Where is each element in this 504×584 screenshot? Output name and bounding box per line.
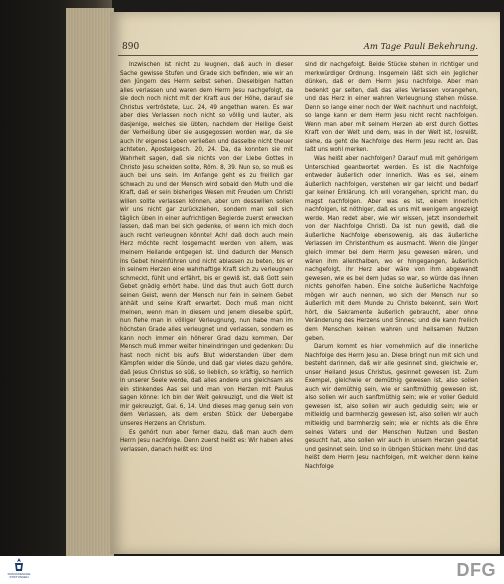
text-column-left [120,61,293,454]
page-edges [66,8,114,556]
paragraph: Was heißt aber nachfolgen? Darauf muß mit gehörigem Unterschied geantwortet werden. Es ist die Nachfolge entweder äußerlich oder innerlich. Was es sei, einem äußerlich nachfolgen, verstehen wir gar leicht und bedarf gar keiner Erklärung. Ich will vorangehen, spricht man, du magst nachfolgen. Aber was es ist, einem innerlich nachfolgen, ist nöthiger, daß es uns mit wenigem angezeigt werde. Man redet aber, wie wir wissen, jetzt insonderheit von der Nachfolge Christi. Da ist nun gewiß, daß die äußerliche Nachfolge ebensowenig, als das äußerliche Verlassen im Christenthum es ausmacht. Wenn die Jünger gleich immer bei dem Herrn Jesu gewesen wären, und wären ihm allenthalben, wo er hingegangen, äußerlich nachgefolgt, ihr Herz aber wäre von ihm abgewandt gewesen, wie es bei dem Judas so war, so würde das ihnen nichts geholfen haben. Eine solche äußerliche Nachfolge mögen wir auch nennen, wo sich der Mensch nur so äußerlich mit dem Munde zu Christo bekennt, sein Wort hört, die Sakramente äußerlich gebraucht, aber ohne Veränderung des Herzens und Sinnes; und die kann freilich dem Menschen keinen wahren und heilsamen Nutzen geben. [305,155,478,342]
text-column-right [305,61,478,471]
header-rule [118,55,478,56]
digitization-footer [0,556,504,584]
paragraph: Darum kommt es hier vornehmlich auf die innerliche Nachfolge des Herrn Jesu an. Diese bringt nun mit sich und besteht darinnen, daß wir alle gesinnet sind, gleichwie er, unser Heiland Jesus Christus, gesinnet gewesen ist. Zum Exempel, gleichwie er demüthig gewesen ist, also sollen auch wir demüthig sein, wie er sanftmüthig gewesen ist, also sollen wir auch sanftmüthig sein; wie er voller Geduld gewesen ist, also sollen wir auch geduldig sein; wie er mitleidig und barmherzig gewesen ist, also sollen wir auch mitleidig und barmherzig sein; wie er nichts als die Ehre seines Vaters und der Menschen Nutzen und Besten gesucht hat, also sollen wir auch in unsern Herzen geartet und gesinnet sein. Und so in übrigen Stücken mehr. Und das heißt dem Herrn Jesu nachfolgen, mit welcher denn keine Nachfolge [305,343,478,470]
paragraph: Es gehört nun aber ferner dazu, daß man auch dem Herrn Jesu nachfolge. Denn zuerst heißt es: Wir haben alles verlassen, danach heißt es: Und [120,428,293,453]
paragraph: Inzwischen ist nicht zu leugnen, daß auch in dieser Sache gewisse Stufen und Grade sich befinden, wie wir an den Jüngern des Herrn selbst sehen. Dieselbigen hatten alles verlassen und waren dem Herrn Jesu nachgefolgt, da sie doch noch nicht mit der Kraft aus der Höhe, darauf sie Christus vertröstete, Luc. 24, 49 angethan waren. Es war aber dies Verlassen noch nicht so völlig und lauter, als dasjenige, welches sie übten, nachdem der Heilige Geist der Verheißung über sie ausgegossen worden war, da sie auch ihr eigenes Leben verließen und dasselbe nicht theuer achteten, Apostelgesch. 20, 24. Da, da konnten sie mit Wahrheit sagen, daß sie nichts von der Liebe Gottes in Christo Jesu scheiden sollte, Röm. 8, 39. Nun so, so muß es auch bei uns sein. Im Anfange geht es zu freilich gar schwach zu und der Mensch wird sobald den Muth und die Kraft, daß er sein bisheriges Wesen mit Freuden um Christi willen sollte verlassen können, aber um desswillen sollen wir uns nicht gar zurückziehen, sondern man soll sich täglich üben in einer aufrichtigen Begierde zuerst erwecken lassen, daß man bei sich gedenke, o! wenn ich mich doch auch recht verleugnen könnte! Ach! daß doch auch mein Herz möchte recht losgemacht werden von allem, was meinem Heilande entgegen ist. Und dadurch der Mensch ins Gebet hineinführen und nicht ablassen zu beten, bis er in seinem Herzen eine wahrhaftige Kraft sich zu verleugnen schmeckt, fühlt und erfährt, bis er gewiß ist, daß Gott sein Gebet gnädig erhört habe. Und das thut auch Gott durch seinen Geist, wenn der Mensch nur fein in seinem Gebet anhält und seine Kraft erwartet. Doch muß man nicht meinen, wenn man in diesem und jenem dieselbe spürt, nun fiehe man in völliger Verleugnung, nun habe man im höchsten Grade alles verleugnet und verlassen, sondern es kann noch immer ein höherer Grad dazu kommen. Der Mensch muß immer weiter hineindringen und gedenken: Du hast noch nicht bis aufs Blut widerstanden über dem Kämpfen wider die Sünde, und daß gar vieles dazu gehöre, daß Jesus Christus so süß, so lieblich, so kräftig, so herrlich in unserer Seele werde, daß alles andere uns gleichsam als ein stinkendes Aas sei und man von Herzen mit Paulus sagen könne: Ich bin der Welt gekreuzigt, und die Welt ist mir gekreuzigt, Gal. 6, 14. Und dieses mag genug sein von dem Verlassen, als dem ersten Stück der Uebergabe unseres Herzens an Christum. [120,61,293,427]
francke-logo [4,558,34,582]
francke-emblem-icon [12,558,26,572]
paragraph: sind dir nachgefolgt. Beide Stücke stehen in richtiger und merkwürdiger Ordnung. Insgemein läßt sich ein Jeglicher dünken, daß er dem Herrn Jesu nachfolge. Aber man bedenkt gar selten, daß das alles Verlassen vorangehen, und das Herz in einer wahren Verleugnung stehen müsse. Denn so lange einer noch der Welt nachhurt und nachfolgt, so lange kann er dem Herrn Jesu nicht recht nachfolgen. Wenn man aber mit seinem Herzen ab erst durch Gottes Kraft von der Welt und dem, was in der Welt ist, losreißt, siehe, da geht die Nachfolge des Herrn Jesu recht an. Das laßt uns wohl merken. [305,61,478,154]
page-header [118,42,494,54]
logo-text: FRANCKESCHE STIFTUNGEN [7,572,31,580]
page-number: 890 [122,42,140,52]
running-head: Am Tage Pauli Bekehrung. [363,42,478,52]
dfg-logo: DFG [456,560,496,580]
